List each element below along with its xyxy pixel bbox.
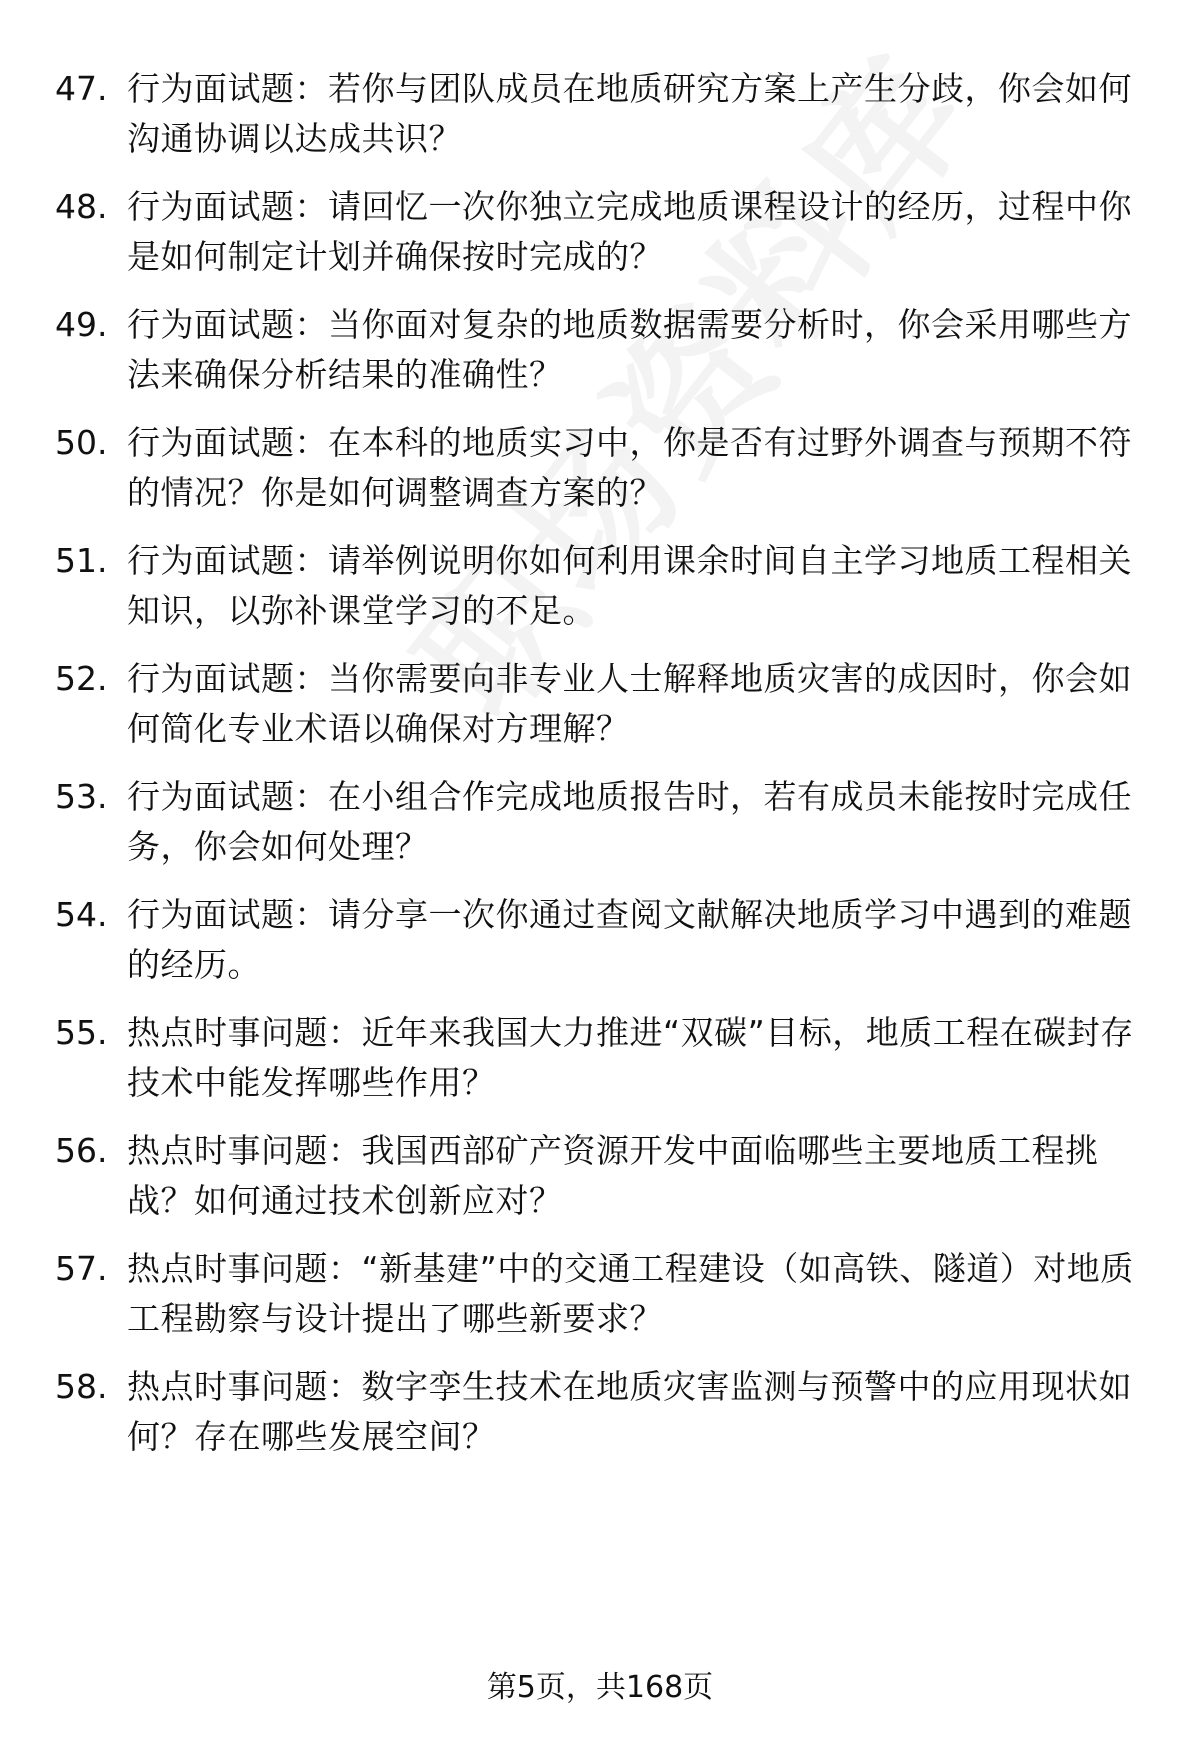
question-text: 热点时事问题：“新基建”中的交通工程建设（如高铁、隧道）对地质工程勘察与设计提出了哪些新要求？	[127, 1249, 1134, 1338]
question-text: 行为面试题：在小组合作完成地质报告时，若有成员未能按时完成任务，你会如何处理？	[127, 777, 1132, 866]
question-text: 行为面试题：请分享一次你通过查阅文献解决地质学习中遇到的难题的经历。	[127, 895, 1132, 984]
question-text: 热点时事问题：近年来我国大力推进“双碳”目标，地质工程在碳封存技术中能发挥哪些作用？	[127, 1013, 1134, 1102]
question-number: 53.	[55, 777, 108, 816]
question-text: 行为面试题：若你与团队成员在地质研究方案上产生分歧，你会如何沟通协调以达成共识？	[127, 69, 1132, 158]
question-text: 热点时事问题：数字孪生技术在地质灾害监测与预警中的应用现状如何？存在哪些发展空间？	[127, 1367, 1132, 1456]
question-item	[0, 414, 1200, 534]
question-item	[0, 1240, 1200, 1360]
question-number: 51.	[55, 541, 108, 580]
question-text: 行为面试题：当你需要向非专业人士解释地质灾害的成因时，你会如何简化专业术语以确保对方理解？	[127, 659, 1132, 748]
question-number: 57.	[55, 1249, 108, 1288]
question-text: 行为面试题：请举例说明你如何利用课余时间自主学习地质工程相关知识，以弥补课堂学习的不足。	[127, 541, 1132, 630]
question-text: 行为面试题：当你面对复杂的地质数据需要分析时，你会采用哪些方法来确保分析结果的准确性？	[127, 305, 1132, 394]
question-item	[0, 1358, 1200, 1478]
question-number: 55.	[55, 1013, 108, 1052]
question-item	[0, 768, 1200, 888]
question-text: 行为面试题：在本科的地质实习中，你是否有过野外调查与预期不符的情况？你是如何调整调查方案的？	[127, 423, 1132, 512]
question-number: 50.	[55, 423, 108, 462]
question-item	[0, 178, 1200, 298]
question-number: 49.	[55, 305, 108, 344]
question-text: 热点时事问题：我国西部矿产资源开发中面临哪些主要地质工程挑战？如何通过技术创新应对？	[127, 1131, 1099, 1220]
question-item	[0, 1004, 1200, 1124]
question-number: 58.	[55, 1367, 108, 1406]
question-number: 47.	[55, 69, 108, 108]
question-item	[0, 886, 1200, 1006]
question-number: 54.	[55, 895, 108, 934]
question-item	[0, 296, 1200, 416]
question-item	[0, 1122, 1200, 1242]
question-text: 行为面试题：请回忆一次你独立完成地质课程设计的经历，过程中你是如何制定计划并确保按时完成的？	[127, 187, 1132, 276]
question-item	[0, 532, 1200, 652]
question-item	[0, 60, 1200, 180]
page-footer: 第5页，共168页	[486, 1670, 714, 1705]
question-item	[0, 650, 1200, 770]
question-number: 56.	[55, 1131, 108, 1170]
question-number: 52.	[55, 659, 108, 698]
question-number: 48.	[55, 187, 108, 226]
